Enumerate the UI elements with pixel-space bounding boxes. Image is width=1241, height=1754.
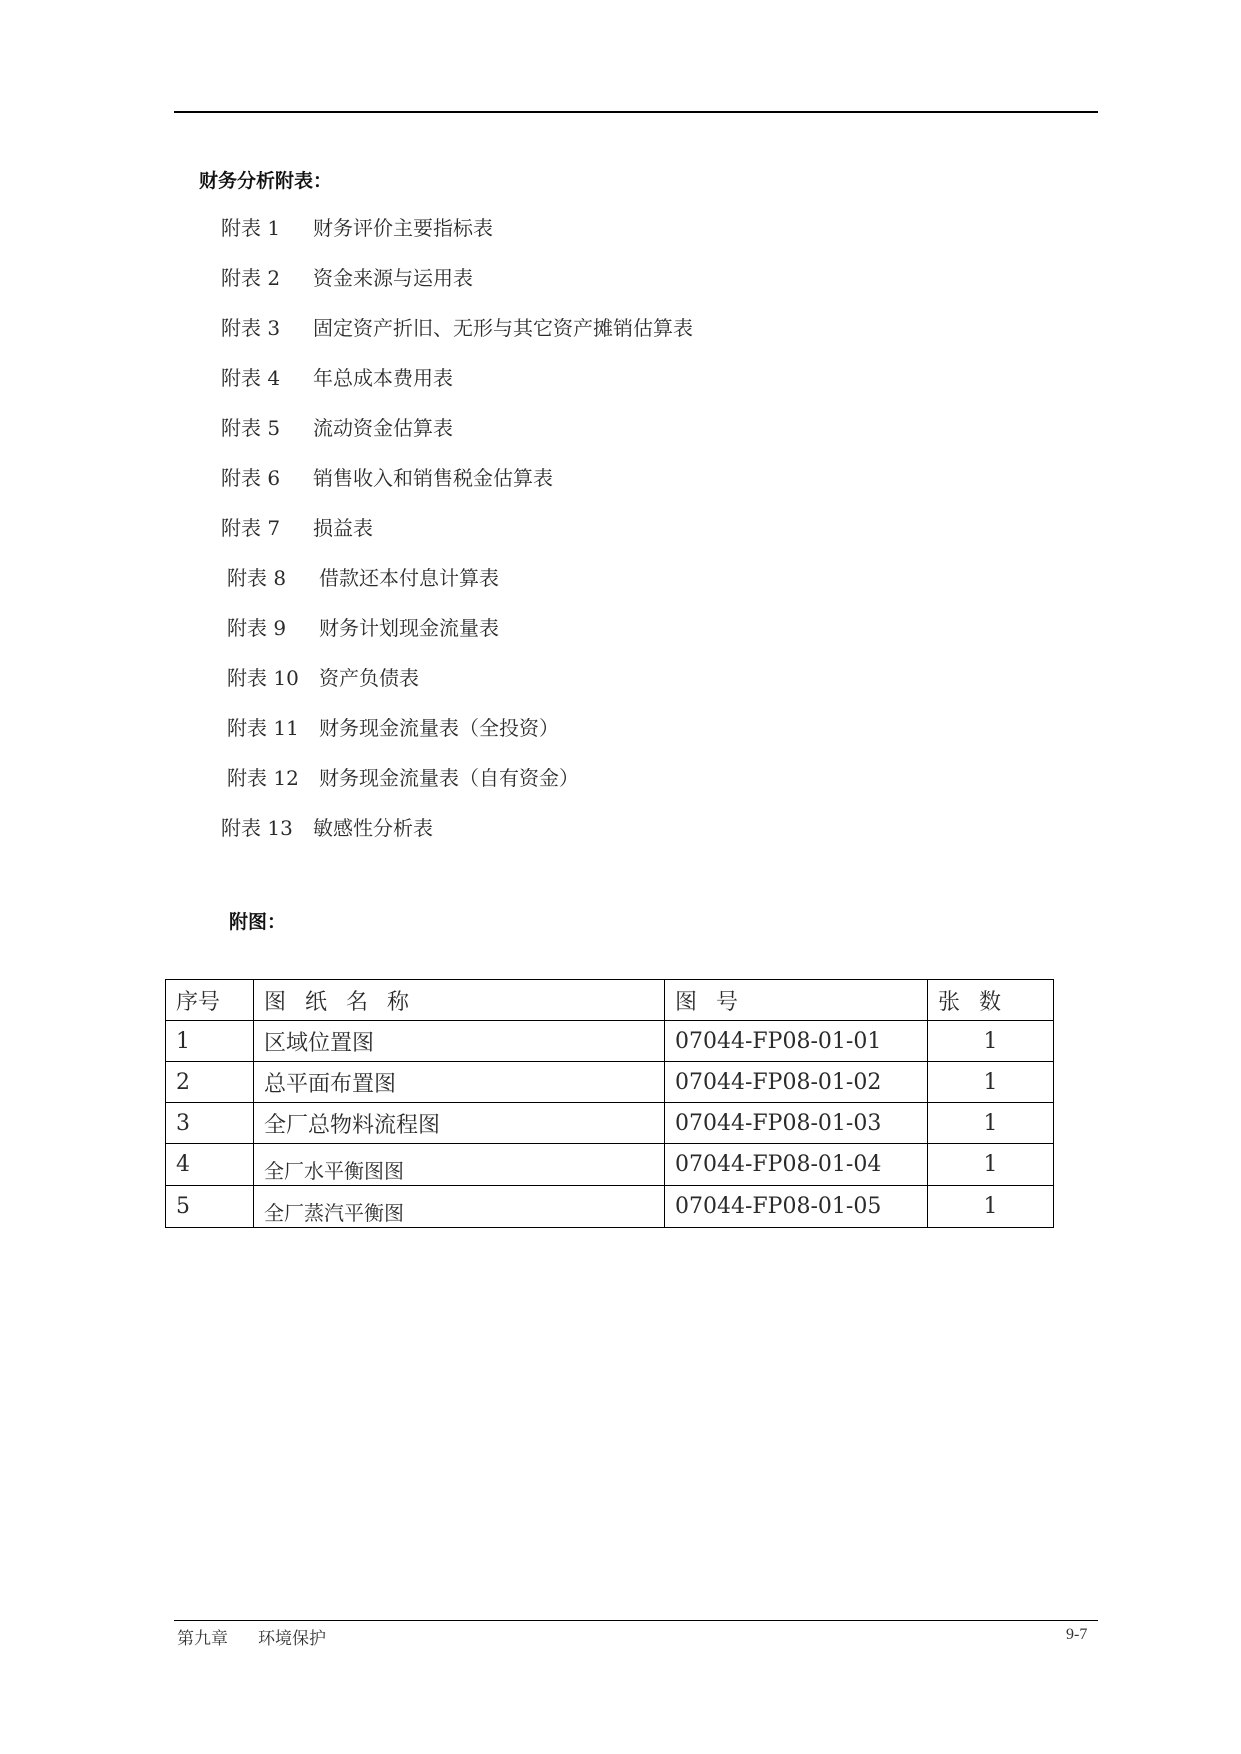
appendix-item (221, 514, 373, 542)
appendix-item (221, 364, 453, 392)
appendix-name: 资金来源与运用表 (313, 266, 473, 290)
appendix-item (221, 414, 453, 442)
appendix-code: 附表 10 (227, 666, 299, 690)
appendix-code: 附表 12 (227, 766, 299, 790)
appendix-name: 流动资金估算表 (313, 416, 453, 440)
appendix-item (221, 464, 553, 492)
cell-no: 3 (166, 1103, 254, 1144)
appendix-name: 财务评价主要指标表 (313, 216, 493, 240)
appendix-name: 销售收入和销售税金估算表 (313, 466, 553, 490)
cell-no: 1 (166, 1021, 254, 1062)
column-header-sheets: 张 数 (928, 980, 1054, 1021)
footer-chapter (177, 1624, 326, 1649)
appendix-code: 附表 13 (221, 816, 293, 840)
appendix-code: 附表 6 (221, 466, 281, 490)
cell-number: 07044-FP08-01-02 (665, 1062, 928, 1103)
appendix-name: 年总成本费用表 (313, 366, 453, 390)
cell-number: 07044-FP08-01-03 (665, 1103, 928, 1144)
drawings-table (165, 979, 1054, 1228)
column-header-name: 图 纸 名 称 (254, 980, 665, 1021)
appendix-code: 附表 4 (221, 366, 281, 390)
appendix-item (221, 214, 493, 242)
column-header-number: 图 号 (665, 980, 928, 1021)
cell-sheets: 1 (928, 1103, 1054, 1144)
appendix-name: 敏感性分析表 (313, 816, 433, 840)
chapter-label: 第九章 (177, 1629, 228, 1649)
cell-number: 07044-FP08-01-01 (665, 1021, 928, 1062)
table-row (166, 1103, 1054, 1144)
cell-name: 全厂总物料流程图 (254, 1103, 665, 1144)
cell-no: 5 (166, 1186, 254, 1228)
appendix-code: 附表 11 (227, 716, 299, 740)
appendix-item (227, 714, 559, 742)
cell-number: 07044-FP08-01-04 (665, 1144, 928, 1186)
cell-sheets: 1 (928, 1021, 1054, 1062)
appendix-code: 附表 3 (221, 316, 281, 340)
table-header-row (166, 980, 1054, 1021)
appendix-name: 财务现金流量表（全投资） (319, 716, 559, 740)
column-header-no: 序号 (166, 980, 254, 1021)
appendix-item (221, 314, 693, 342)
cell-name: 全厂蒸汽平衡图 (254, 1186, 665, 1228)
appendix-name: 财务计划现金流量表 (319, 616, 499, 640)
table-row (166, 1021, 1054, 1062)
appendix-item (227, 764, 579, 792)
appendix-item (227, 614, 499, 642)
appendix-code: 附表 2 (221, 266, 281, 290)
cell-sheets: 1 (928, 1062, 1054, 1103)
cell-name: 区域位置图 (254, 1021, 665, 1062)
appendix-item (221, 814, 433, 842)
appendix-code: 附表 5 (221, 416, 281, 440)
cell-name: 总平面布置图 (254, 1062, 665, 1103)
table-row (166, 1186, 1054, 1228)
appendix-name: 固定资产折旧、无形与其它资产摊销估算表 (313, 316, 693, 340)
table-row (166, 1062, 1054, 1103)
cell-no: 4 (166, 1144, 254, 1186)
appendix-item (227, 564, 499, 592)
financial-appendix-title: 财务分析附表： (199, 170, 333, 192)
appendix-name: 资产负债表 (319, 666, 419, 690)
footer-rule (174, 1620, 1098, 1621)
appendix-code: 附表 7 (221, 516, 281, 540)
cell-number: 07044-FP08-01-05 (665, 1186, 928, 1228)
appendix-name: 损益表 (313, 516, 373, 540)
drawings-title: 附图： (229, 911, 287, 933)
cell-no: 2 (166, 1062, 254, 1103)
appendix-code: 附表 9 (227, 616, 287, 640)
header-rule (174, 111, 1098, 113)
table-row (166, 1144, 1054, 1186)
chapter-title: 环境保护 (258, 1629, 326, 1649)
cell-sheets: 1 (928, 1186, 1054, 1228)
appendix-item (227, 664, 419, 692)
appendix-name: 财务现金流量表（自有资金） (319, 766, 579, 790)
appendix-item (221, 264, 473, 292)
cell-name: 全厂水平衡图图 (254, 1144, 665, 1186)
appendix-code: 附表 8 (227, 566, 287, 590)
page-number: 9-7 (1066, 1626, 1088, 1643)
appendix-name: 借款还本付息计算表 (319, 566, 499, 590)
appendix-code: 附表 1 (221, 216, 281, 240)
cell-sheets: 1 (928, 1144, 1054, 1186)
